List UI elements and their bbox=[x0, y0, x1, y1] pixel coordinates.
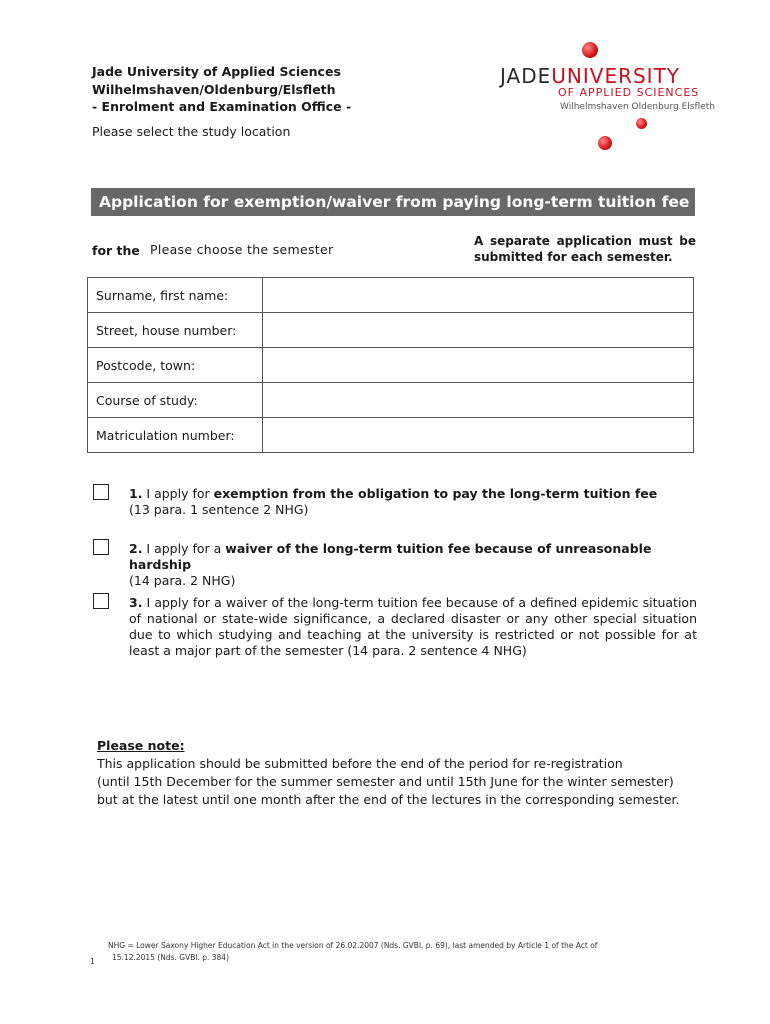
footnote-line: 15.12.2015 (Nds. GVBl. p. 384) bbox=[112, 953, 230, 962]
table-row bbox=[88, 418, 694, 453]
option-number: 1. bbox=[129, 486, 143, 501]
option-text-pre: I apply for bbox=[142, 486, 214, 501]
please-note-section bbox=[97, 737, 707, 809]
footnote-line: NHG = Lower Saxony Higher Education Act in the version of 26.02.2007 (Nds. GVBl. p. 69), last amended by Article 1 of the Act of bbox=[108, 941, 598, 950]
page-number: 1 bbox=[90, 957, 95, 966]
option-2-text bbox=[129, 541, 697, 589]
option-1-text bbox=[129, 486, 697, 518]
note-heading: Please note: bbox=[97, 738, 185, 753]
surname-field[interactable] bbox=[263, 278, 694, 313]
logo-dot-icon bbox=[582, 42, 598, 58]
hardship-waiver-checkbox[interactable] bbox=[93, 539, 109, 555]
option-legal-ref: (13 para. 1 sentence 2 NHG) bbox=[129, 502, 309, 517]
logo-word-university: UNIVERSITY bbox=[551, 64, 681, 88]
surname-label: Surname, first name: bbox=[88, 278, 263, 313]
option-text-bold: waiver of the long-term tuition fee because of unreasonable hardship bbox=[129, 541, 652, 572]
organization-block bbox=[92, 63, 351, 116]
logo-locations: Wilhelmshaven Oldenburg Elsfleth bbox=[560, 102, 715, 112]
logo-wordmark bbox=[500, 64, 680, 88]
separate-application-note: A separate application must be submitted for each semester. bbox=[474, 234, 696, 264]
org-office: - Enrolment and Examination Office - bbox=[92, 99, 352, 114]
table-row bbox=[88, 383, 694, 418]
street-field[interactable] bbox=[263, 313, 694, 348]
study-location-select[interactable]: Please select the study location bbox=[92, 124, 291, 139]
note-line: (until 15th December for the summer semester and until 15th June for the winter semester) bbox=[97, 774, 674, 789]
option-legal-ref: (14 para. 2 NHG) bbox=[129, 573, 236, 588]
option-hardship-waiver bbox=[93, 539, 703, 588]
option-exemption bbox=[93, 484, 703, 520]
jade-university-logo bbox=[498, 36, 738, 166]
postcode-label: Postcode, town: bbox=[88, 348, 263, 383]
option-3-text bbox=[129, 595, 697, 659]
option-text-pre: I apply for a waiver of the long-term tuition fee because of a defined epidemic situation of national or state-wide significance, a declared disaster or any other special situation due to which studying and teaching at the university is restricted or not possible for at least a major part of the semester (14 para. 2 sentence 4 NHG) bbox=[129, 595, 697, 658]
logo-dot-icon bbox=[636, 118, 647, 129]
footnote bbox=[108, 940, 648, 964]
street-label: Street, house number: bbox=[88, 313, 263, 348]
epidemic-waiver-checkbox[interactable] bbox=[93, 593, 109, 609]
postcode-field[interactable] bbox=[263, 348, 694, 383]
exemption-checkbox[interactable] bbox=[93, 484, 109, 500]
logo-dot-icon bbox=[598, 136, 612, 150]
form-title: Application for exemption/waiver from paying long-term tuition fee bbox=[91, 188, 695, 216]
option-text-pre: I apply for a bbox=[142, 541, 226, 556]
for-the-label: for the bbox=[92, 243, 140, 258]
note-line: This application should be submitted before the end of the period for re-registration bbox=[97, 756, 623, 771]
course-label: Course of study: bbox=[88, 383, 263, 418]
option-epidemic-waiver bbox=[93, 593, 703, 663]
course-field[interactable] bbox=[263, 383, 694, 418]
personal-details-table bbox=[87, 277, 694, 453]
option-number: 2. bbox=[129, 541, 143, 556]
table-row bbox=[88, 278, 694, 313]
logo-word-jade: JADE bbox=[500, 64, 552, 88]
logo-subtitle: OF APPLIED SCIENCES bbox=[558, 86, 700, 99]
option-text-bold: exemption from the obligation to pay the long-term tuition fee bbox=[213, 486, 658, 501]
matriculation-field[interactable] bbox=[263, 418, 694, 453]
option-number: 3. bbox=[129, 595, 143, 610]
org-locations: Wilhelmshaven/Oldenburg/Elsfleth bbox=[92, 81, 336, 97]
table-row bbox=[88, 313, 694, 348]
note-line: but at the latest until one month after the end of the lectures in the corresponding semester. bbox=[97, 792, 680, 807]
org-name: Jade University of Applied Sciences bbox=[92, 64, 341, 79]
semester-select[interactable]: Please choose the semester bbox=[150, 242, 334, 257]
table-row bbox=[88, 348, 694, 383]
matriculation-label: Matriculation number: bbox=[88, 418, 263, 453]
